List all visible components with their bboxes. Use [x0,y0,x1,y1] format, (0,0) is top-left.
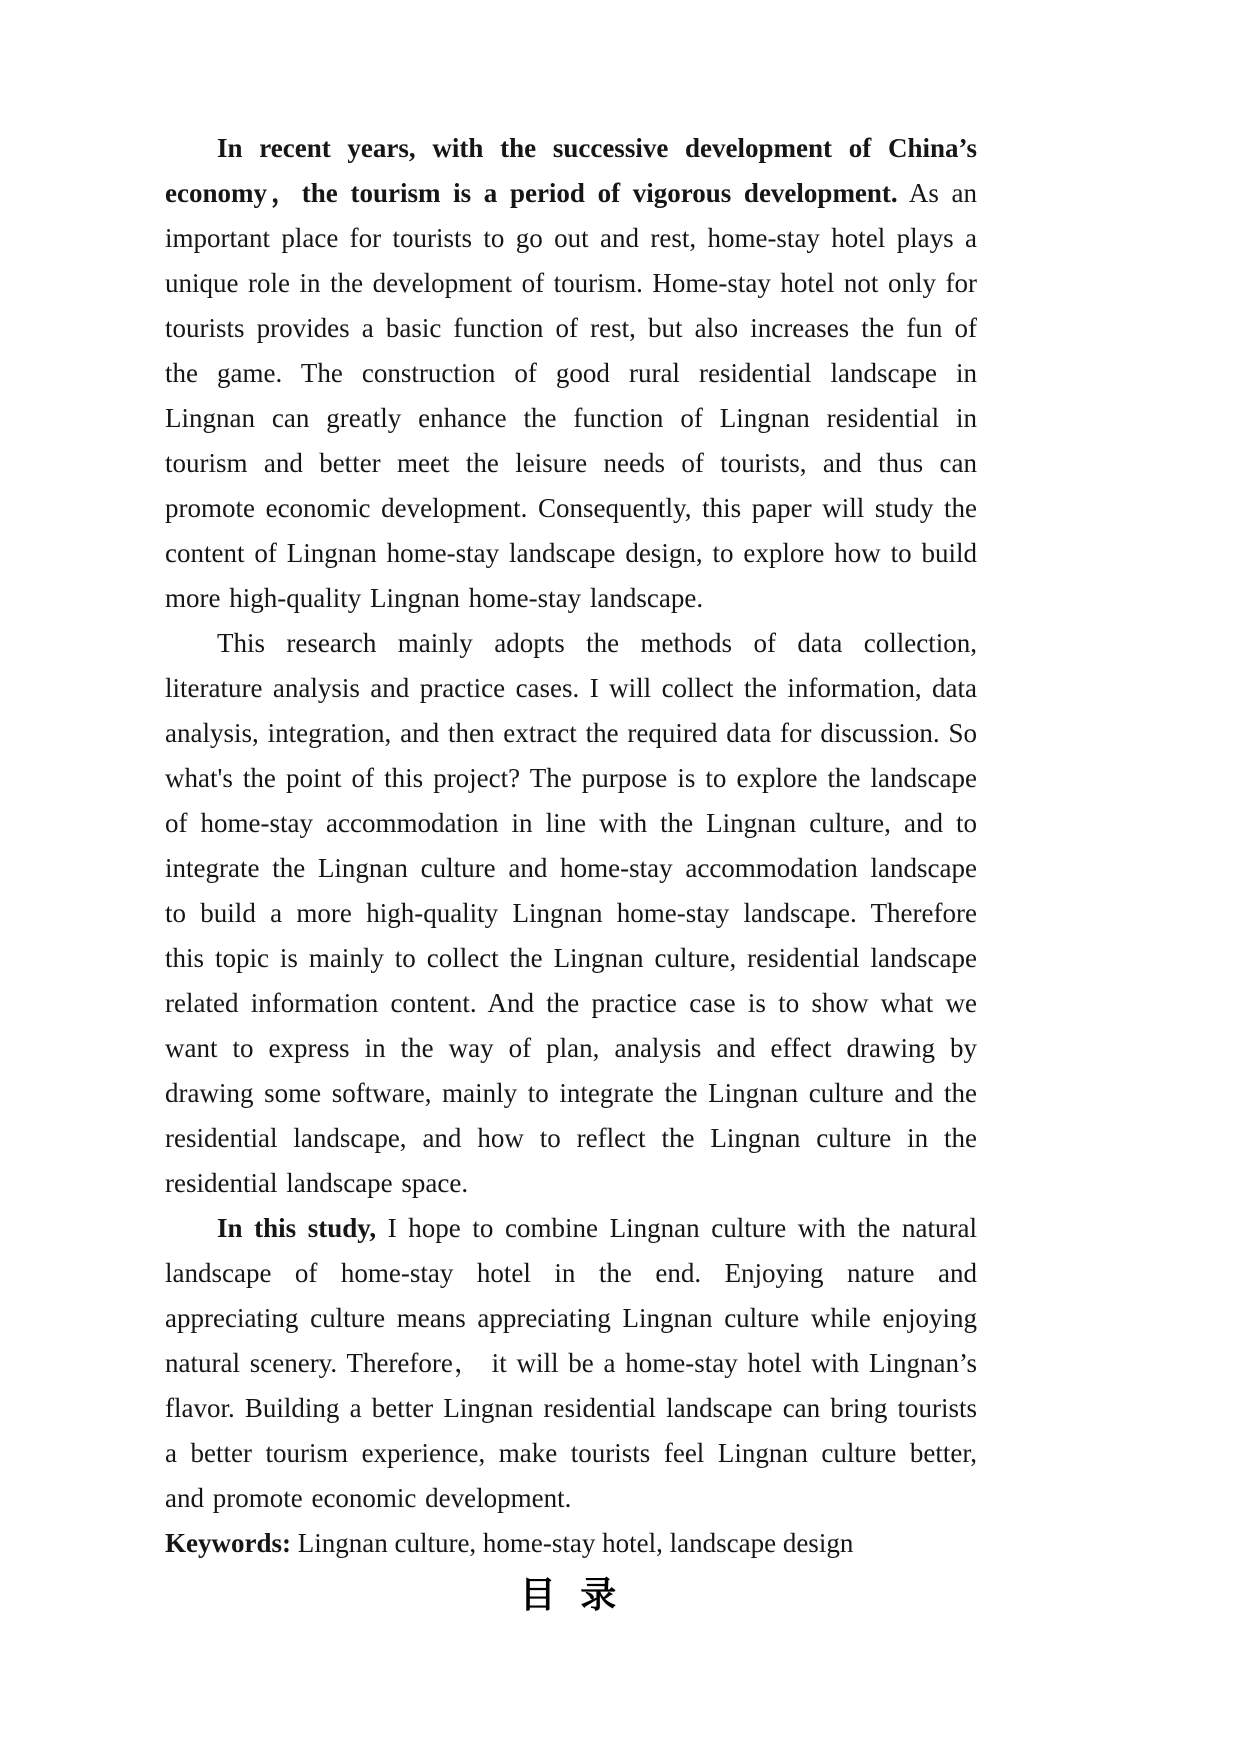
paragraph-conclusion [165,1206,977,1521]
paragraph-methodology [165,621,977,1206]
paragraph-body-text: I hope to combine Lingnan culture with the natural landscape of home-stay hotel in the end. Enjoying nature and appreciating culture means appreciating Lingnan culture while enjoying natural scenery. Therefore， it will be a home-stay hotel with Lingnan’s flavor. Building a better Lingnan residential landscape can bring tourists a better tourism experience, make tourists feel Lingnan culture better, and promote economic development. [165,1213,977,1513]
keywords-label: Keywords: [165,1528,291,1558]
keywords-text: Lingnan culture, home-stay hotel, landscape design [290,1528,854,1558]
paragraph-bold-lead: In this study, [217,1213,377,1243]
paragraph-body-text: As an important place for tourists to go out and rest, home-stay hotel plays a unique role in the development of tourism. Home-stay hotel not only for tourists provides a basic function of rest, but also increases the fun of the game. The construction of good rural residential landscape in Lingnan can greatly enhance the function of Lingnan residential in tourism and better meet the leisure needs of tourists, and thus can promote economic development. Consequently, this paper will study the content of Lingnan home-stay landscape design, to explore how to build more high-quality Lingnan home-stay landscape. [165,178,977,613]
paragraph-bold-lead: In recent years, with the successive development of China’s economy，the tourism is a period of vigorous development. [165,133,977,208]
table-of-contents-heading: 目 录 [519,1575,623,1616]
paragraph-body-text: This research mainly adopts the methods of data collection, literature analysis and practice cases. I will collect the information, data analysis, integration, and then extract the required data for discussion. So what's the point of this project? The purpose is to explore the landscape of home-stay accommodation in line with the Lingnan culture, and to integrate the Lingnan culture and home-stay accommodation landscape to build a more high-quality Lingnan home-stay landscape. Therefore this topic is mainly to collect the Lingnan culture, residential landscape related information content. And the practice case is to show what we want to express in the way of plan, analysis and effect drawing by drawing some software, mainly to integrate the Lingnan culture and the residential landscape, and how to reflect the Lingnan culture in the residential landscape space. [165,628,977,1198]
abstract-text-block [165,126,977,1618]
paragraph-introduction [165,126,977,621]
keywords-line [165,1521,977,1566]
